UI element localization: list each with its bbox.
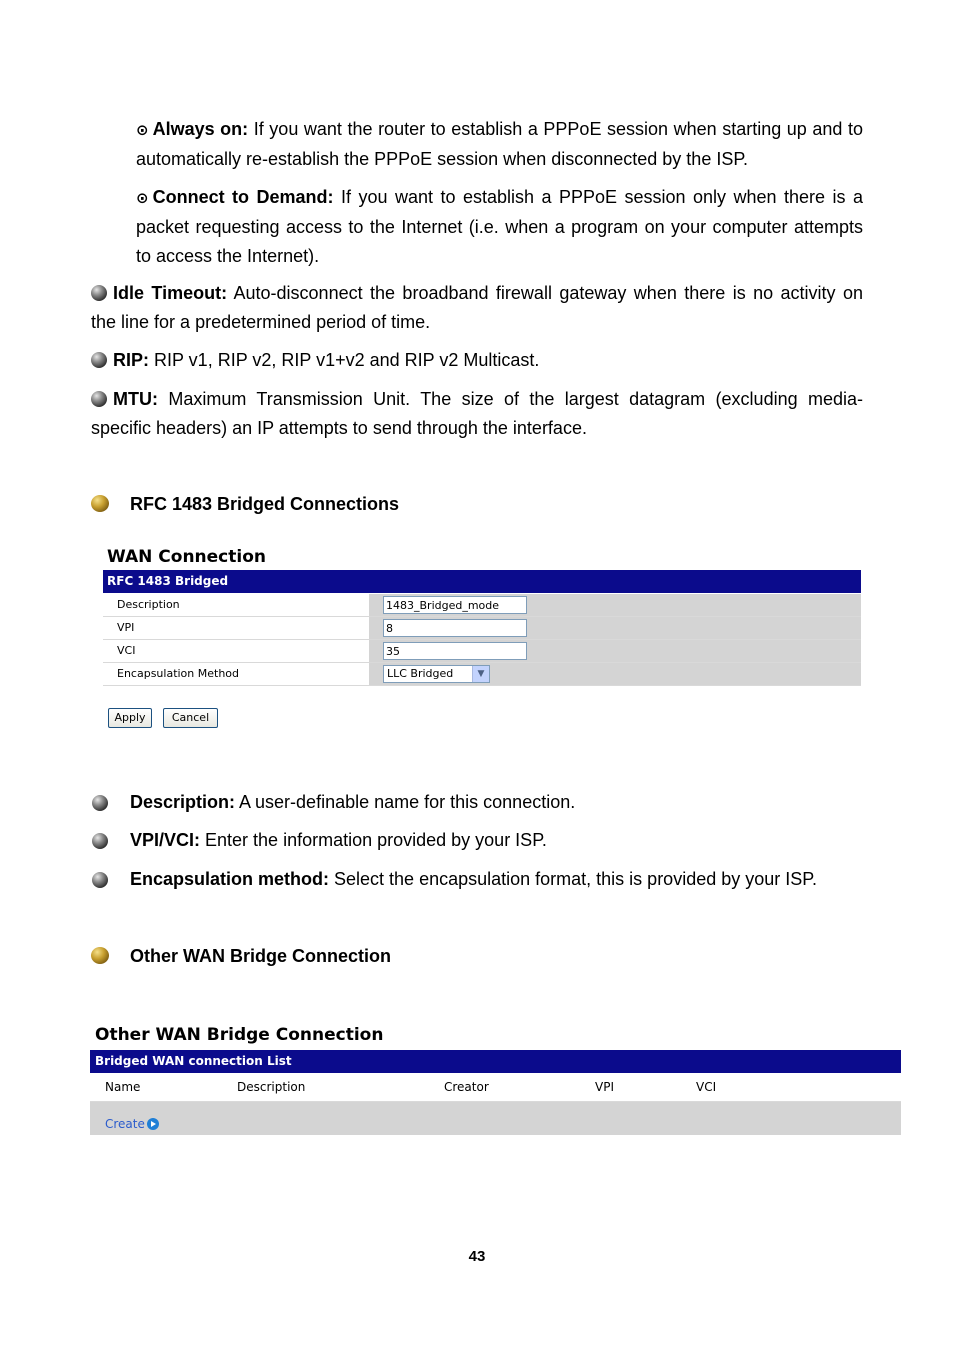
description-label: Description xyxy=(103,594,369,616)
idle-timeout-text: Auto-disconnect the broadband firewall gateway when there is no activity on the line for a predetermined period of time. xyxy=(91,283,863,332)
encapsulation-selected: LLC Bridged xyxy=(387,667,454,680)
radio-circle-icon: ⊙ xyxy=(136,189,149,207)
chevron-down-icon[interactable]: ▼ xyxy=(472,666,489,682)
idle-timeout-term: Idle Timeout: xyxy=(113,283,228,303)
column-creator: Creator xyxy=(444,1080,489,1094)
section-ball-icon xyxy=(91,947,109,964)
cancel-button[interactable]: Cancel xyxy=(163,708,218,728)
column-vci: VCI xyxy=(696,1080,717,1094)
encap-term: Encapsulation method: xyxy=(130,869,330,889)
vpi-label: VPI xyxy=(103,617,369,639)
rip-paragraph xyxy=(91,346,863,375)
other-wan-bridge-title: Other WAN Bridge Connection xyxy=(95,1025,384,1045)
column-name: Name xyxy=(105,1080,141,1094)
column-description: Description xyxy=(237,1080,306,1094)
idle-timeout-paragraph xyxy=(91,279,863,337)
vpivci-bullet xyxy=(130,830,547,851)
bridged-wan-list-bar: Bridged WAN connection List xyxy=(90,1050,901,1073)
mtu-paragraph xyxy=(91,385,863,443)
bullet-ball-icon xyxy=(92,833,108,849)
apply-button[interactable]: Apply xyxy=(108,708,152,728)
create-label[interactable]: Create xyxy=(105,1117,145,1131)
play-arrow-icon[interactable] xyxy=(147,1118,159,1130)
encapsulation-select[interactable] xyxy=(383,665,490,683)
description-bullet-text: A user-definable name for this connection. xyxy=(235,792,576,812)
description-term: Description: xyxy=(130,792,236,812)
vpi-row xyxy=(103,617,861,640)
bullet-ball-icon xyxy=(91,285,107,301)
always-on-paragraph xyxy=(136,115,863,174)
vci-input[interactable] xyxy=(383,642,527,660)
section-ball-icon xyxy=(91,495,109,512)
rip-term: RIP: xyxy=(113,350,149,370)
connect-demand-paragraph xyxy=(136,183,863,271)
mtu-term: MTU: xyxy=(113,389,158,409)
vpivci-term: VPI/VCI: xyxy=(130,830,201,850)
section-heading-rfc1483: RFC 1483 Bridged Connections xyxy=(130,494,400,514)
bridged-list-footer xyxy=(90,1102,901,1135)
section-heading-other-wan: Other WAN Bridge Connection xyxy=(130,946,391,966)
page-number: 43 xyxy=(468,1248,486,1265)
vci-row xyxy=(103,640,861,663)
encapsulation-row xyxy=(103,663,861,686)
bullet-ball-icon xyxy=(91,352,107,368)
wan-connection-title: WAN Connection xyxy=(107,547,266,567)
bullet-ball-icon xyxy=(91,391,107,407)
encap-bullet-text: Select the encapsulation format, this is provided by your ISP. xyxy=(329,869,817,889)
vpivci-bullet-text: Enter the information provided by your ISP. xyxy=(200,830,547,850)
create-link[interactable] xyxy=(105,1117,159,1131)
radio-circle-icon: ⊙ xyxy=(136,121,149,139)
bridged-list-header xyxy=(90,1073,901,1102)
connect-demand-text: If you want to establish a PPPoE session only when there is a packet requesting access to the Internet (i.e. when a program on your computer attempts to access the Internet). xyxy=(136,187,863,266)
connect-demand-term: Connect to Demand: xyxy=(152,187,334,207)
vpi-input[interactable] xyxy=(383,619,527,637)
vci-label: VCI xyxy=(103,640,369,662)
bullet-ball-icon xyxy=(92,795,108,811)
description-bullet xyxy=(130,792,575,813)
bullet-ball-icon xyxy=(92,872,108,888)
description-input[interactable] xyxy=(383,596,527,614)
rfc1483-bridged-bar: RFC 1483 Bridged xyxy=(103,570,861,593)
encap-bullet xyxy=(130,869,817,890)
always-on-text: If you want the router to establish a PPPoE session when starting up and to automatically re-establish the PPPoE session when disconnected by the ISP. xyxy=(136,119,863,169)
description-row xyxy=(103,594,861,617)
encapsulation-label: Encapsulation Method xyxy=(103,663,369,685)
column-vpi: VPI xyxy=(595,1080,614,1094)
mtu-text: Maximum Transmission Unit. The size of the largest datagram (excluding media-specific headers) an IP attempts to send through the interface. xyxy=(91,389,863,438)
rip-text: RIP v1, RIP v2, RIP v1+v2 and RIP v2 Multicast. xyxy=(149,350,540,370)
always-on-term: Always on: xyxy=(152,119,249,139)
